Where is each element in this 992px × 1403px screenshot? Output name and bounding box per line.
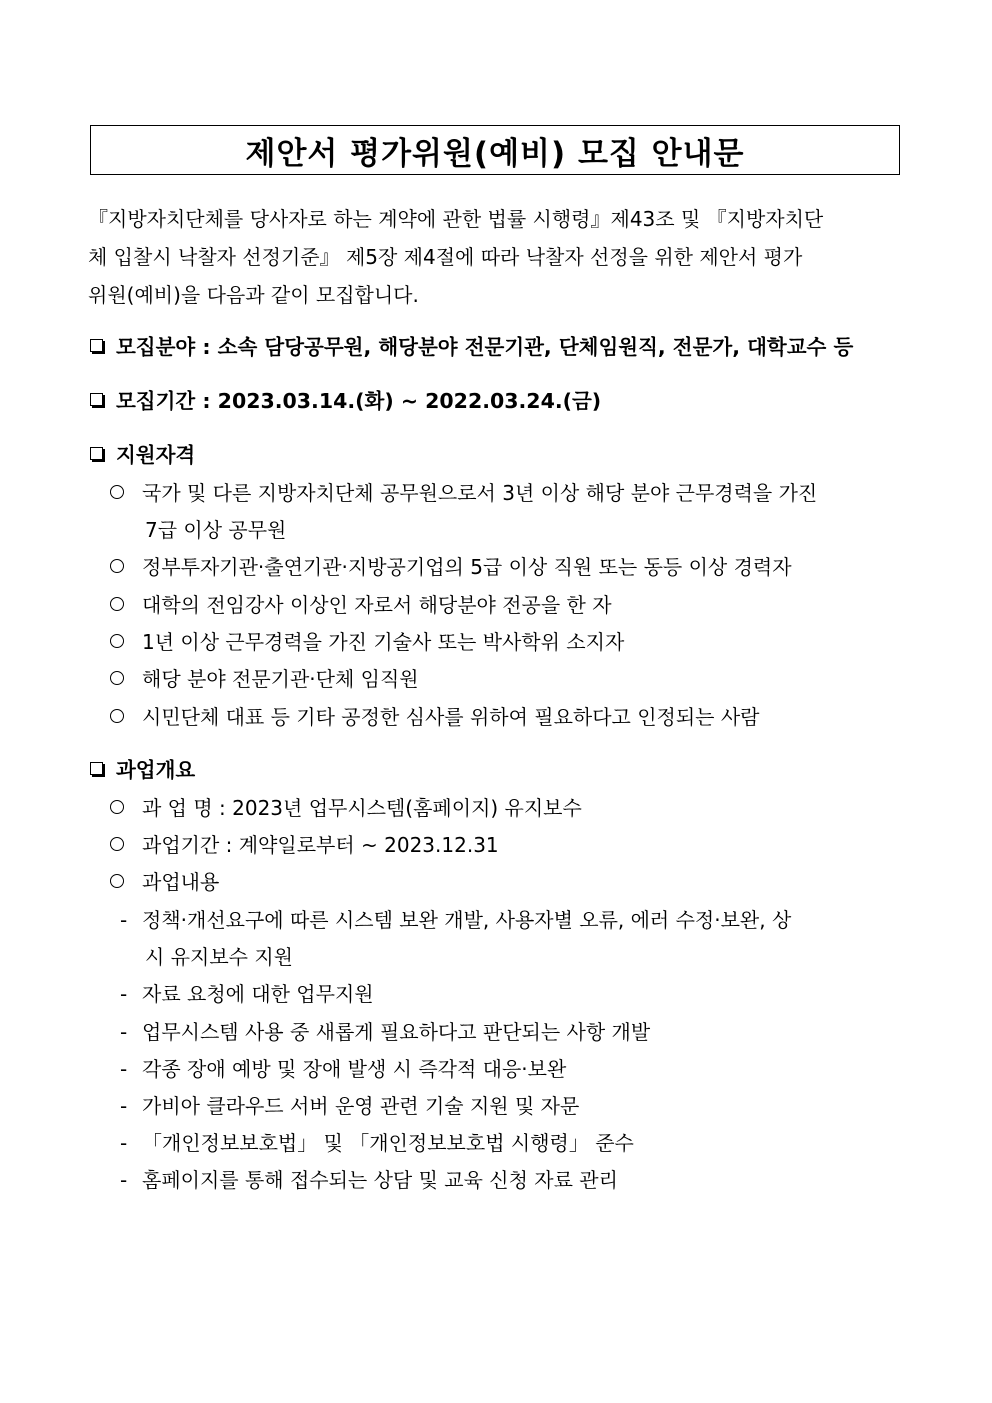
circle-bullet-icon: [110, 709, 124, 723]
list-item-text: 대학의 전임강사 이상인 자로서 해당분야 전공을 한 자: [142, 593, 612, 617]
list-item: [110, 663, 419, 692]
circle-bullet-icon: [110, 634, 124, 648]
dash-marker: -: [120, 982, 128, 1006]
section-period: [88, 384, 601, 414]
list-item: [110, 551, 792, 580]
circle-bullet-icon: [110, 800, 124, 814]
period-text: 모집기간 : 2023.03.14.(화) ~ 2022.03.24.(금): [116, 389, 602, 413]
circle-bullet-icon: [110, 485, 124, 499]
intro-line: 체 입찰시 낙찰자 선정기준』 제5장 제4절에 따라 낙찰자 선정을 위한 제안서 평가: [88, 245, 803, 269]
dash-item: [120, 1090, 579, 1119]
dash-item-text: 「개인정보보호법」 및 「개인정보보호법 시행령」 준수: [142, 1131, 634, 1155]
title-box: [90, 125, 900, 175]
dash-item: [120, 978, 374, 1007]
list-item-text: 과업내용: [142, 870, 220, 894]
list-item: [110, 589, 612, 618]
dash-item-text: 각종 장애 예방 및 장애 발생 시 즉각적 대응·보완: [142, 1057, 567, 1081]
list-item-text: 국가 및 다른 지방자치단체 공무원으로서 3년 이상 해당 분야 근무경력을 가진: [142, 481, 818, 505]
section-qualification: [88, 438, 195, 468]
checkbox-square-icon: [90, 339, 103, 352]
list-item: [110, 866, 219, 895]
dash-item-text: 홈페이지를 통해 접수되는 상담 및 교육 신청 자료 관리: [142, 1168, 618, 1192]
dash-marker: -: [120, 1131, 128, 1155]
section-overview: [88, 753, 195, 783]
list-item-text: 해당 분야 전문기관·단체 임직원: [142, 667, 419, 691]
list-item: [110, 792, 582, 821]
dash-item: [120, 1016, 650, 1045]
checkbox-square-icon: [90, 762, 103, 775]
dash-item-continuation: 시 유지보수 지원: [145, 945, 293, 969]
overview-heading: 과업개요: [116, 758, 196, 782]
list-item: [110, 477, 817, 506]
circle-bullet-icon: [110, 837, 124, 851]
section-field: [88, 330, 853, 360]
circle-bullet-icon: [110, 597, 124, 611]
list-item: [110, 626, 624, 655]
dash-marker: -: [120, 908, 128, 932]
circle-bullet-icon: [110, 874, 124, 888]
list-item: [110, 829, 499, 858]
list-item-text: 시민단체 대표 등 기타 공정한 심사를 위하여 필요하다고 인정되는 사람: [142, 705, 760, 729]
circle-bullet-icon: [110, 559, 124, 573]
list-item-text: 과 업 명 : 2023년 업무시스템(홈페이지) 유지보수: [142, 796, 582, 820]
dash-item: [120, 1127, 634, 1156]
dash-marker: -: [120, 1168, 128, 1192]
dash-item-text: 자료 요청에 대한 업무지원: [142, 982, 374, 1006]
page-title: 제안서 평가위원(예비) 모집 안내문: [245, 135, 745, 172]
intro-paragraph: [88, 200, 906, 314]
qualification-heading: 지원자격: [116, 443, 196, 467]
intro-line: 『지방자치단체를 당사자로 하는 계약에 관한 법률 시행령』제43조 및 『지방자치단: [88, 207, 824, 231]
circle-bullet-icon: [110, 671, 124, 685]
list-item-text: 1년 이상 근무경력을 가진 기술사 또는 박사학위 소지자: [142, 630, 625, 654]
dash-item-text: 업무시스템 사용 중 새롭게 필요하다고 판단되는 사항 개발: [142, 1020, 651, 1044]
intro-line: 위원(예비)을 다음과 같이 모집합니다.: [88, 283, 419, 307]
dash-marker: -: [120, 1094, 128, 1118]
list-item-text: 과업기간 : 계약일로부터 ~ 2023.12.31: [142, 833, 499, 857]
list-item-text: 정부투자기관·출연기관·지방공기업의 5급 이상 직원 또는 동등 이상 경력자: [142, 555, 792, 579]
checkbox-square-icon: [90, 393, 103, 406]
dash-item-text: 정책·개선요구에 따른 시스템 보완 개발, 사용자별 오류, 에러 수정·보완, 상: [142, 908, 792, 932]
field-text: 모집분야 : 소속 담당공무원, 해당분야 전문기관, 단체임원직, 전문가, 대학교수 등: [116, 335, 854, 359]
dash-item-text: 가비아 클라우드 서버 운영 관련 기술 지원 및 자문: [142, 1094, 580, 1118]
list-item-continuation: 7급 이상 공무원: [145, 518, 287, 542]
dash-marker: -: [120, 1020, 128, 1044]
dash-item: [120, 1053, 566, 1082]
dash-item: [120, 1164, 618, 1193]
dash-item: [120, 904, 791, 933]
dash-marker: -: [120, 1057, 128, 1081]
list-item: [110, 701, 760, 730]
checkbox-square-icon: [90, 447, 103, 460]
